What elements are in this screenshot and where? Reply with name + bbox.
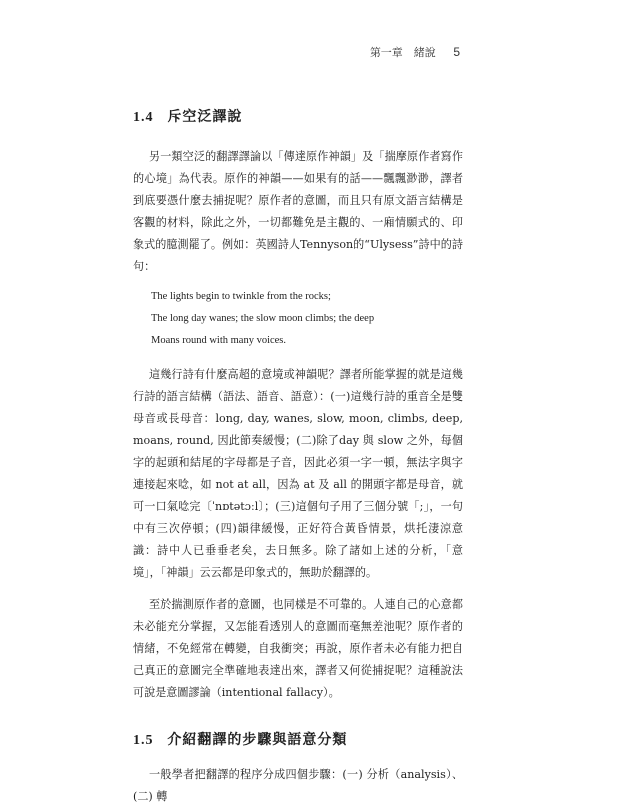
section-title: 介紹翻譯的步驟與語意分類	[167, 732, 348, 748]
section-heading-1-5	[133, 729, 463, 749]
paragraph: 一般學者把翻譯的程序分成四個步驟：(一) 分析（analysis）、(二) 轉	[133, 768, 463, 803]
running-header	[370, 44, 460, 60]
quote-line: The long day wanes; the slow moon climbs; the deep	[151, 313, 375, 324]
section-title: 斥空泛譯說	[167, 109, 243, 125]
paragraph: 這幾行詩有什麼高超的意境或神韻呢？譯者所能掌握的就是這幾行詩的語言結構（語法、語音、語意）：(一)這幾行詩的重音全是雙母音或長母音：long, day, wanes, slow, moon, climbs, deep, moans, round, 因此節奏緩慢；(二)除了day 與 slow 之外，每個字的起頭和結尾的字母都是子音，因此必須一字一頓，無法字與字連接起來唸，如 not at all，因為 at 及 all 的開頭字都是母音，就可一口氣唸完〔ˈnɒtətɔːl〕；(三)這個句子用了三個分號「;」，一句中有三次停頓；(四)韻律緩慢，正好符合黃昏情景，烘托淒涼意識：詩中人已垂垂老矣，去日無多。除了諸如上述的分析，「意境」，「神韻」云云都是印象式的，無助於翻譯的。	[133, 368, 463, 579]
paragraph: 至於揣測原作者的意圖，也同樣是不可靠的。人連自己的心意都未必能充分掌握，又怎能看透別人的意圖而毫無差池呢？原作者的情緒，不免經常在轉變，自我衝突；再說，原作者未必有能力把自己真正的意圖完全準確地表達出來，譯者又何從捕捉呢？這種說法可說是意圖謬論（intentional fallacy）。	[133, 598, 463, 699]
main-text	[133, 106, 463, 808]
chapter-title: 第一章 緒說	[369, 46, 436, 59]
paragraph-gap	[133, 584, 463, 594]
quote-line: Moans round with many voices.	[151, 335, 287, 346]
section-number: 1.4	[133, 110, 154, 125]
page-number: 5	[453, 45, 460, 59]
section-number: 1.5	[133, 733, 154, 748]
poem-quotation	[151, 286, 463, 352]
paragraph: 另一類空泛的翻譯譯論以「傳達原作神韻」及「揣摩原作者寫作的心境」為代表。原作的神韻——如果有的話——飄飄渺渺，譯者到底要憑什麼去捕捉呢？原作者的意圖，而且只有原文語言結構是客觀的材料，除此之外，一切都難免是主觀的、一廂情願式的、印象式的臆測罷了。例如：英國詩人Tennyson的“Ulysess”詩中的詩句：	[133, 150, 463, 273]
section-heading-1-4	[133, 106, 463, 126]
quote-line: The lights begin to twinkle from the rocks;	[151, 291, 331, 302]
